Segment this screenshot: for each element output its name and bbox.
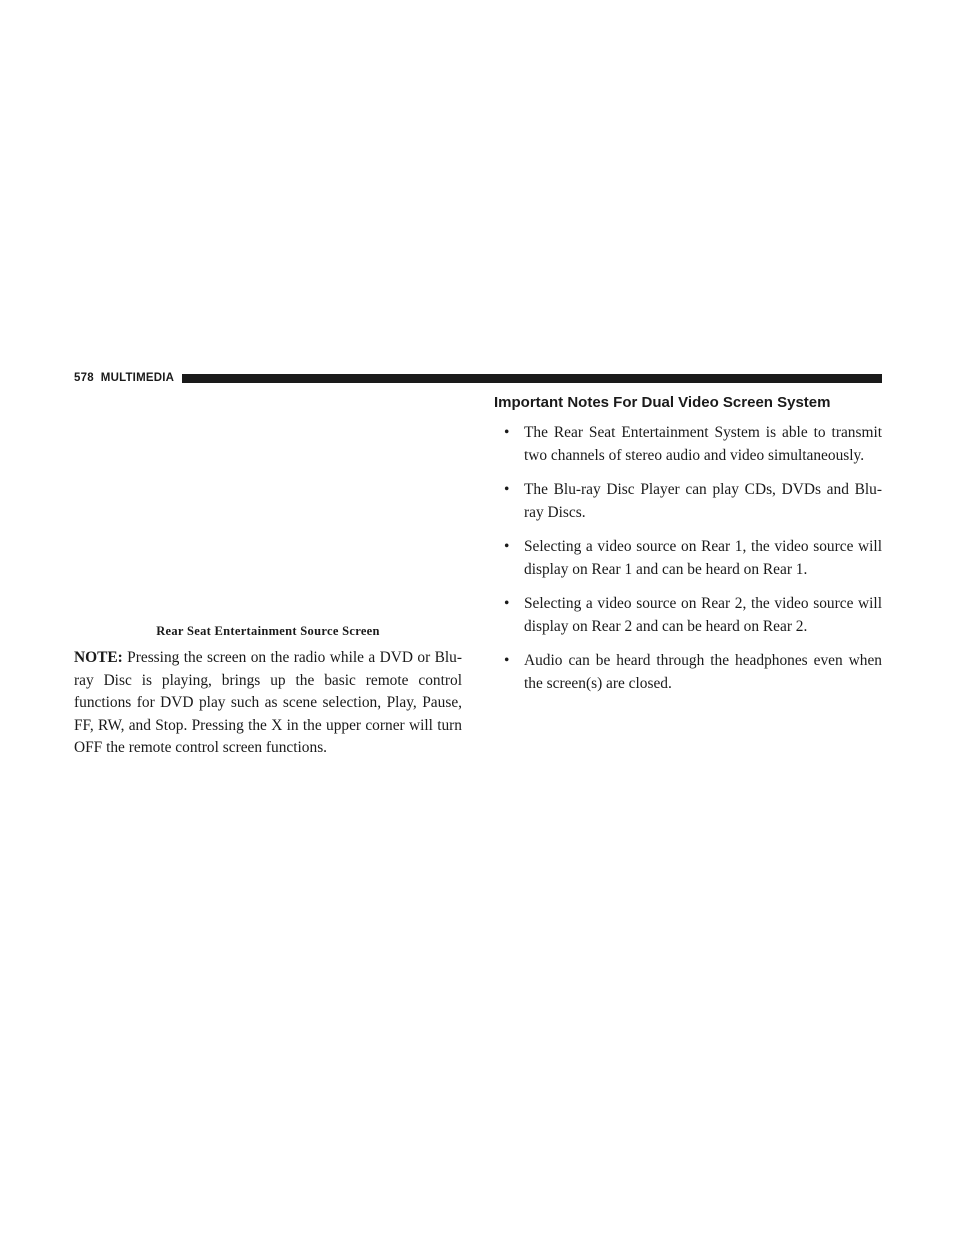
- list-item: • Audio can be heard through the headphones even when the screen(s) are closed.: [504, 652, 882, 692]
- section-heading: Important Notes For Dual Video Screen System: [494, 394, 831, 411]
- bullet-icon: •: [504, 481, 510, 498]
- note-label: NOTE:: [74, 649, 123, 666]
- source-screen-image-area: [74, 400, 462, 620]
- bullet-icon: •: [504, 595, 510, 612]
- header-rule: [182, 374, 882, 383]
- note-paragraph: [74, 647, 462, 760]
- bullet-icon: •: [504, 538, 510, 555]
- right-column: [494, 393, 882, 707]
- bullet-icon: •: [504, 652, 510, 669]
- section-title: MULTIMEDIA: [100, 372, 175, 384]
- page-number: 578: [74, 372, 94, 384]
- notes-list: [494, 422, 882, 695]
- list-item: • The Rear Seat Entertainment System is able to transmit two channels of stereo audio and video simultaneously.: [504, 424, 882, 464]
- list-item: • Selecting a video source on Rear 2, the video source will display on Rear 2 and can be heard on Rear 2.: [504, 595, 882, 635]
- bullet-icon: •: [504, 424, 510, 441]
- list-item: • Selecting a video source on Rear 1, the video source will display on Rear 1 and can be heard on Rear 1.: [504, 538, 882, 578]
- figure-caption: Rear Seat Entertainment Source Screen: [156, 624, 380, 638]
- note-text: Pressing the screen on the radio while a DVD or Blu-ray Disc is playing, brings up the basic remote control functions for DVD play such as scene selection, Play, Pause, FF, RW, and Stop. Pressing the X in the upper corner will turn OFF the remote control screen functions.: [74, 649, 462, 756]
- page-header: [74, 371, 882, 385]
- left-column: [74, 400, 462, 760]
- list-item: • The Blu-ray Disc Player can play CDs, DVDs and Blu-ray Discs.: [504, 481, 882, 521]
